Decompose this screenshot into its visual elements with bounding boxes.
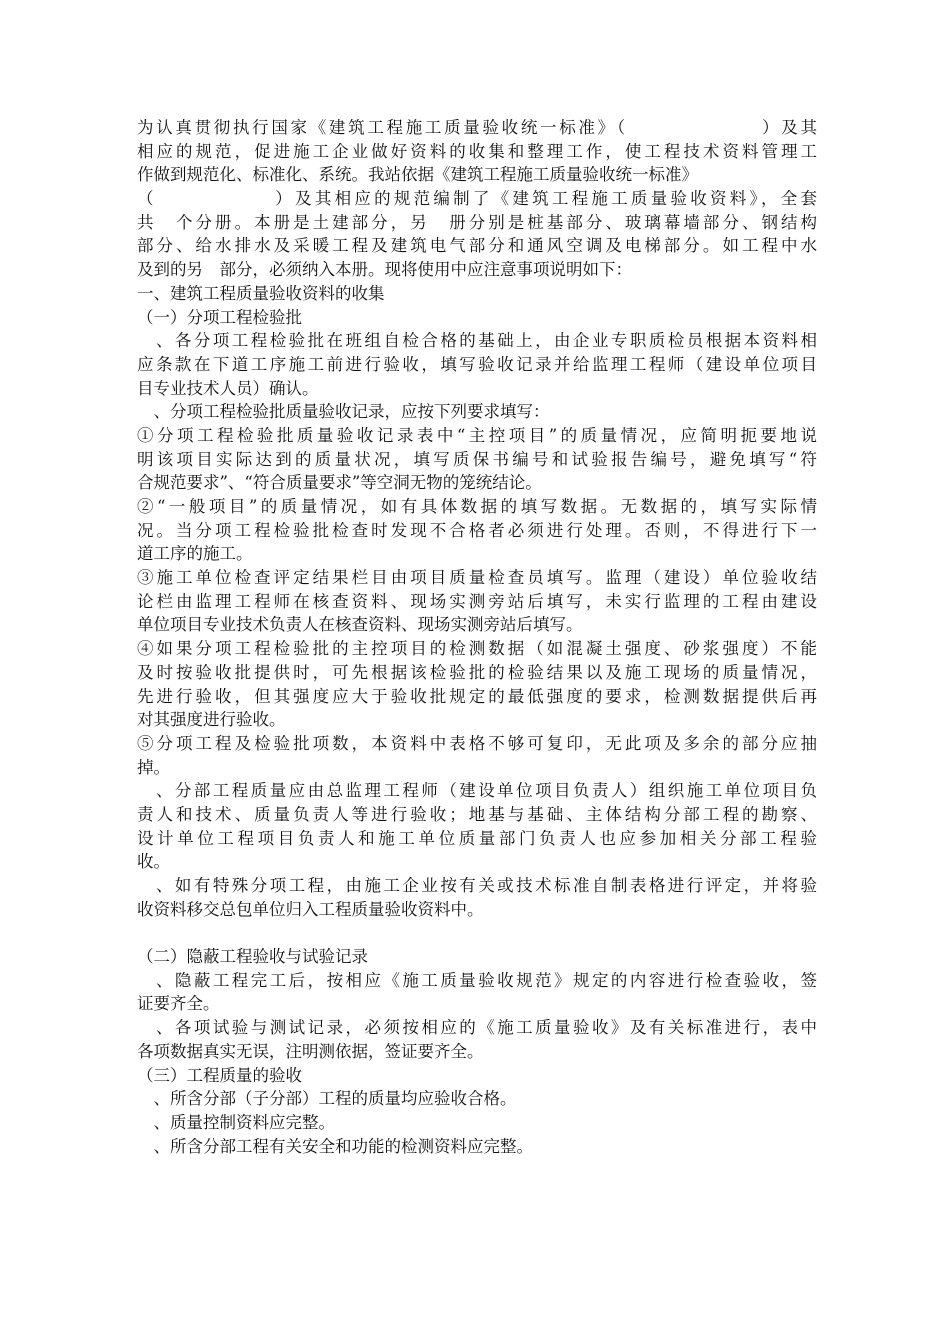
text-line: 掉。: [137, 757, 170, 777]
text-line: ⑤分项工程及检验批项数，本资料中表格不够可复印，无此项及多余的部分应抽: [137, 733, 817, 753]
text-line: 、如有特殊分项工程，由施工企业按有关或技术标准自制表格进行评定，并将验: [137, 876, 817, 895]
text-line: 一、建筑工程质量验收资料的收集: [137, 283, 385, 303]
text-line: ③施工单位检查评定结果栏目由项目质量检查员填写。监理（建设）单位验收结: [137, 568, 817, 588]
text-line: 、所含分部工程有关安全和功能的检测资料应完整。: [137, 1136, 533, 1156]
text-line: 部分、给水排水及采暖工程及建筑电气部分和通风空调及电梯部分。如工程中水: [137, 236, 817, 256]
text-line: 、各项试验与测试记录，必须按相应的《施工质量验收》及有关标准进行，表中: [137, 1018, 817, 1038]
text-line: 作做到规范化、标准化、系统。我站依据《建筑工程施工质量验收统一标准》: [137, 165, 698, 185]
document-body: [137, 116, 817, 1158]
text-line: ②“一般项目”的质量情况，如有具体数据的填写数据。无数据的，填写实际情: [137, 497, 817, 516]
text-line: 、质量控制资料应完整。: [137, 1112, 335, 1132]
text-line: 、各分项工程检验批在班组自检合格的基础上，由企业专职质检员根据本资料相: [137, 331, 817, 351]
text-line: （三）工程质量的验收: [137, 1065, 302, 1085]
text-line: 、所含分部（子分部）工程的质量均应验收合格。: [137, 1089, 517, 1109]
text-line: 况。当分项工程检验批检查时发现不合格者必须进行处理。否则，不得进行下一: [137, 520, 817, 540]
text-line: 证要齐全。: [137, 994, 220, 1014]
text-line: 、隐蔽工程完工后，按相应《施工质量验收规范》规定的内容进行检查验收，签: [137, 970, 817, 990]
text-line: 共 个分册。本册是土建部分，另 册分别是桩基部分、玻璃幕墙部分、钢结构: [137, 212, 817, 232]
text-line: 对其强度进行验收。: [137, 710, 286, 730]
text-line: （一）分项工程检验批: [137, 307, 302, 327]
text-line: 目专业技术人员）确认。: [137, 378, 319, 398]
text-line: 及时按验收批提供时，可先根据该检验批的检验结果以及施工现场的质量情况，: [137, 662, 817, 682]
text-line: 收资料移交总包单位归入工程质量验收资料中。: [137, 899, 484, 919]
text-line: 为认真贯彻执行国家《建筑工程施工质量验收统一标准》（ ）及其: [137, 118, 817, 137]
text-line: 收。: [137, 852, 170, 872]
text-line: ④如果分项工程检验批的主控项目的检测数据（如混凝土强度、砂浆强度）不能: [137, 639, 817, 659]
text-line: （ ）及其相应的规范编制了《建筑工程施工质量验收资料》，全套: [137, 189, 817, 209]
text-line: 论栏由监理工程师在核查资料、现场实测旁站后填写，未实行监理的工程由建设: [137, 591, 817, 611]
text-line: 道工序的施工。: [137, 544, 253, 564]
text-line: 责人和技术、质量负责人等进行验收；地基与基础、主体结构分部工程的勘察、: [137, 804, 817, 824]
text-line: 及到的另 部分，必须纳入本册。现将使用中应注意事项说明如下：: [137, 260, 632, 280]
text-line: 各项数据真实无误，注明测依据，签证要齐全。: [137, 1041, 484, 1061]
text-line: 设计单位工程项目负责人和施工单位质量部门负责人也应参加相关分部工程验: [137, 828, 817, 848]
text-line: 单位项目专业技术负责人在核查资料、现场实测旁站后填写。: [137, 615, 583, 635]
text-line: （二）隐蔽工程验收与试验记录: [137, 947, 368, 967]
text-line: 相应的规范，促进施工企业做好资料的收集和整理工作，使工程技术资料管理工: [137, 141, 817, 161]
text-line: ①分项工程检验批质量验收记录表中“主控项目”的质量情况，应简明扼要地说: [137, 425, 817, 445]
text-line: 、分部工程质量应由总监理工程师（建设单位项目负责人）组织施工单位项目负: [137, 781, 817, 801]
blank-line: [137, 921, 817, 945]
text-line: 应条款在下道工序施工前进行验收，填写验收记录并给监理工程师（建设单位项目: [137, 354, 817, 374]
text-line: 明该项目实际达到的质量状况，填写质保书编号和试验报告编号，避免填写“符: [137, 449, 817, 469]
text-line: 先进行验收，但其强度应大于验收批规定的最低强度的要求，检测数据提供后再: [137, 686, 817, 706]
text-line: 、分项工程检验批质量验收记录，应按下列要求填写：: [137, 402, 550, 422]
text-line: 合规范要求”、“符合质量要求”等空洞无物的笼统结论。: [137, 473, 542, 493]
